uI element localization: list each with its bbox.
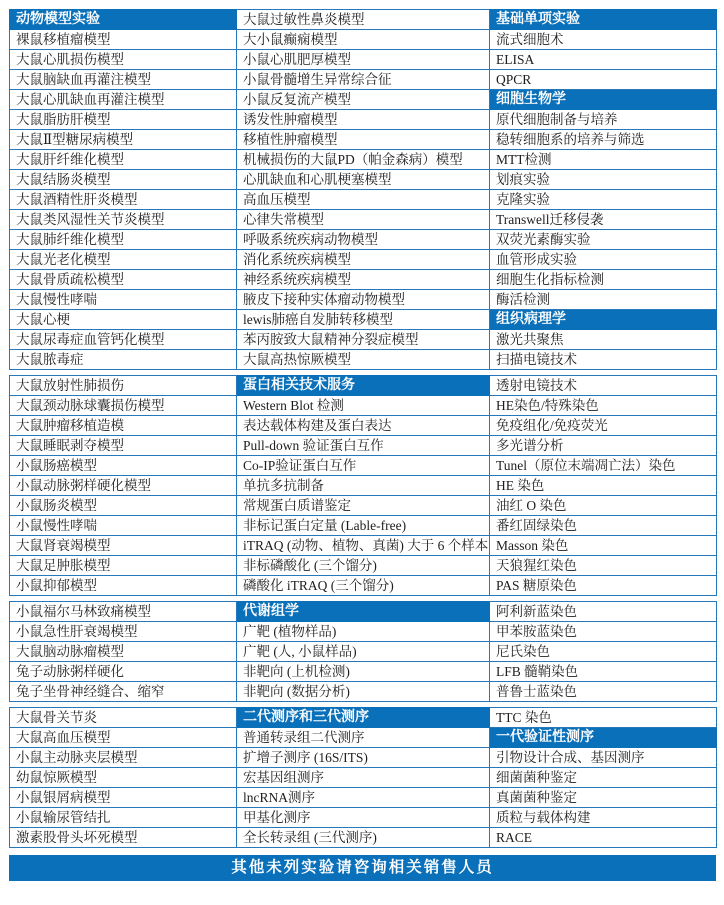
table-row xyxy=(10,310,717,330)
section-header-cell: 细胞生物学 xyxy=(490,90,717,110)
table-row xyxy=(10,150,717,170)
service-item-cell: 高血压模型 xyxy=(237,190,490,210)
service-item-cell: 幼鼠惊厥模型 xyxy=(10,768,237,788)
service-item-cell: MTT检测 xyxy=(490,150,717,170)
service-item-cell: 大鼠过敏性鼻炎模型 xyxy=(237,10,490,30)
table-row xyxy=(10,210,717,230)
table-row xyxy=(10,708,717,728)
table-row xyxy=(10,622,717,642)
service-item-cell: 激光共聚焦 xyxy=(490,330,717,350)
service-item-cell: 单抗多抗制备 xyxy=(237,476,490,496)
service-item-cell: Tunel（原位末端凋亡法）染色 xyxy=(490,456,717,476)
section-header-cell: 组织病理学 xyxy=(490,310,717,330)
service-item-cell: 消化系统疾病模型 xyxy=(237,250,490,270)
service-item-cell: 全长转录组 (三代测序) xyxy=(237,828,490,848)
service-item-cell: 大鼠脂肪肝模型 xyxy=(10,110,237,130)
table-row xyxy=(10,556,717,576)
service-item-cell: 兔子动脉粥样硬化 xyxy=(10,662,237,682)
service-item-cell: 原代细胞制备与培养 xyxy=(490,110,717,130)
service-item-cell: 尼氏染色 xyxy=(490,642,717,662)
service-item-cell: 划痕实验 xyxy=(490,170,717,190)
service-item-cell: 引物设计合成、基因测序 xyxy=(490,748,717,768)
service-item-cell: 细胞生化指标检测 xyxy=(490,270,717,290)
service-item-cell: 大鼠光老化模型 xyxy=(10,250,237,270)
table-row xyxy=(10,70,717,90)
service-item-cell: Co-IP验证蛋白互作 xyxy=(237,456,490,476)
table-row xyxy=(10,496,717,516)
service-item-cell: iTRAQ (动物、植物、真菌) 大于 6 个样本 xyxy=(237,536,490,556)
service-item-cell: 心肌缺血和心肌梗塞模型 xyxy=(237,170,490,190)
section-header-cell: 一代验证性测序 xyxy=(490,728,717,748)
table-row xyxy=(10,728,717,748)
service-item-cell: Pull-down 验证蛋白互作 xyxy=(237,436,490,456)
service-item-cell: 小鼠福尔马林致痛模型 xyxy=(10,602,237,622)
table-row xyxy=(10,642,717,662)
table-row xyxy=(10,230,717,250)
table-row xyxy=(10,436,717,456)
service-item-cell: 大鼠脑动脉瘤模型 xyxy=(10,642,237,662)
service-item-cell: 普通转录组二代测序 xyxy=(237,728,490,748)
service-item-cell: 小鼠心肌肥厚模型 xyxy=(237,50,490,70)
service-item-cell: 广靶 (人, 小鼠样品) xyxy=(237,642,490,662)
service-item-cell: HE染色/特殊染色 xyxy=(490,396,717,416)
service-item-cell: 小鼠主动脉夹层模型 xyxy=(10,748,237,768)
service-item-cell: 番红固绿染色 xyxy=(490,516,717,536)
service-item-cell: 大鼠肿瘤移植造模 xyxy=(10,416,237,436)
service-item-cell: 常规蛋白质谱鉴定 xyxy=(237,496,490,516)
service-item-cell: 小鼠输尿管结扎 xyxy=(10,808,237,828)
table-row xyxy=(10,50,717,70)
service-item-cell: ELISA xyxy=(490,50,717,70)
services-table-block-3 xyxy=(9,601,717,702)
service-item-cell: QPCR xyxy=(490,70,717,90)
service-item-cell: 克隆实验 xyxy=(490,190,717,210)
service-item-cell: 广靶 (植物样品) xyxy=(237,622,490,642)
table-row xyxy=(10,250,717,270)
service-item-cell: 双荧光素酶实验 xyxy=(490,230,717,250)
service-item-cell: PAS 糖原染色 xyxy=(490,576,717,596)
service-item-cell: 真菌菌种鉴定 xyxy=(490,788,717,808)
services-table-block-4 xyxy=(9,707,717,848)
table-row xyxy=(10,416,717,436)
service-item-cell: 流式细胞术 xyxy=(490,30,717,50)
section-header-cell: 动物模型实验 xyxy=(10,10,237,30)
service-item-cell: TTC 染色 xyxy=(490,708,717,728)
service-item-cell: Transwell迁移侵袭 xyxy=(490,210,717,230)
service-item-cell: 小鼠动脉粥样硬化模型 xyxy=(10,476,237,496)
service-item-cell: 机械损伤的大鼠PD（帕金森病）模型 xyxy=(237,150,490,170)
service-item-cell: 稳转细胞系的培养与筛选 xyxy=(490,130,717,150)
service-item-cell: 诱发性肿瘤模型 xyxy=(237,110,490,130)
service-item-cell: 大鼠肾衰竭模型 xyxy=(10,536,237,556)
table-row xyxy=(10,330,717,350)
service-item-cell: 大鼠睡眠剥夺模型 xyxy=(10,436,237,456)
table-row xyxy=(10,808,717,828)
service-item-cell: 甲苯胺蓝染色 xyxy=(490,622,717,642)
table-row xyxy=(10,516,717,536)
service-item-cell: 表达载体构建及蛋白表达 xyxy=(237,416,490,436)
table-row xyxy=(10,90,717,110)
table-row xyxy=(10,602,717,622)
service-item-cell: 大鼠肺纤维化模型 xyxy=(10,230,237,250)
service-item-cell: 大鼠尿毒症血管钙化模型 xyxy=(10,330,237,350)
section-header-cell: 蛋白相关技术服务 xyxy=(237,376,490,396)
section-header-cell: 基础单项实验 xyxy=(490,10,717,30)
service-item-cell: 大鼠骨质疏松模型 xyxy=(10,270,237,290)
service-item-cell: 非靶向 (上机检测) xyxy=(237,662,490,682)
table-row xyxy=(10,662,717,682)
service-item-cell: 透射电镜技术 xyxy=(490,376,717,396)
service-tables xyxy=(8,9,716,848)
service-item-cell: lewis肺癌自发肺转移模型 xyxy=(237,310,490,330)
table-row xyxy=(10,130,717,150)
service-item-cell: 大鼠高热惊厥模型 xyxy=(237,350,490,370)
table-row xyxy=(10,376,717,396)
service-item-cell: 扩增子测序 (16S/ITS) xyxy=(237,748,490,768)
service-item-cell: 大鼠高血压模型 xyxy=(10,728,237,748)
service-item-cell: 扫描电镜技术 xyxy=(490,350,717,370)
service-item-cell: 磷酸化 iTRAQ (三个馏分) xyxy=(237,576,490,596)
service-item-cell: 大鼠足肿胀模型 xyxy=(10,556,237,576)
service-item-cell: 大鼠心梗 xyxy=(10,310,237,330)
service-item-cell: 酶活检测 xyxy=(490,290,717,310)
service-item-cell: 大鼠肝纤维化模型 xyxy=(10,150,237,170)
service-item-cell: 小鼠反复流产模型 xyxy=(237,90,490,110)
service-item-cell: 大鼠Ⅱ型糖尿病模型 xyxy=(10,130,237,150)
service-item-cell: 小鼠抑郁模型 xyxy=(10,576,237,596)
table-row xyxy=(10,576,717,596)
service-item-cell: 腋皮下接种实体瘤动物模型 xyxy=(237,290,490,310)
service-item-cell: 非标磷酸化 (三个馏分) xyxy=(237,556,490,576)
table-row xyxy=(10,748,717,768)
service-item-cell: LFB 髓鞘染色 xyxy=(490,662,717,682)
service-item-cell: 血管形成实验 xyxy=(490,250,717,270)
table-row xyxy=(10,290,717,310)
table-row xyxy=(10,788,717,808)
table-row xyxy=(10,170,717,190)
table-row xyxy=(10,682,717,702)
service-item-cell: Western Blot 检测 xyxy=(237,396,490,416)
service-item-cell: 非标记蛋白定量 (Lable-free) xyxy=(237,516,490,536)
table-row xyxy=(10,768,717,788)
table-row xyxy=(10,536,717,556)
service-item-cell: 心律失常模型 xyxy=(237,210,490,230)
service-item-cell: 普鲁士蓝染色 xyxy=(490,682,717,702)
section-header-cell: 代谢组学 xyxy=(237,602,490,622)
table-row xyxy=(10,110,717,130)
service-item-cell: 甲基化测序 xyxy=(237,808,490,828)
service-item-cell: 神经系统疾病模型 xyxy=(237,270,490,290)
service-item-cell: 质粒与载体构建 xyxy=(490,808,717,828)
table-row xyxy=(10,10,717,30)
service-item-cell: 大鼠颈动脉球囊损伤模型 xyxy=(10,396,237,416)
service-item-cell: 大小鼠癫痫模型 xyxy=(237,30,490,50)
service-item-cell: 多光谱分析 xyxy=(490,436,717,456)
service-item-cell: Masson 染色 xyxy=(490,536,717,556)
service-item-cell: HE 染色 xyxy=(490,476,717,496)
service-item-cell: 移植性肿瘤模型 xyxy=(237,130,490,150)
service-item-cell: 大鼠心肌损伤模型 xyxy=(10,50,237,70)
service-item-cell: 非靶向 (数据分析) xyxy=(237,682,490,702)
service-item-cell: 大鼠酒精性肝炎模型 xyxy=(10,190,237,210)
services-table-block-1 xyxy=(9,9,717,370)
service-item-cell: 兔子坐骨神经缝合、缩窄 xyxy=(10,682,237,702)
service-item-cell: 免疫组化/免疫荧光 xyxy=(490,416,717,436)
service-item-cell: 小鼠急性肝衰竭模型 xyxy=(10,622,237,642)
service-item-cell: 阿利新蓝染色 xyxy=(490,602,717,622)
table-row xyxy=(10,828,717,848)
service-item-cell: 大鼠脑缺血再灌注模型 xyxy=(10,70,237,90)
service-item-cell: 大鼠脓毒症 xyxy=(10,350,237,370)
service-item-cell: 大鼠放射性肺损伤 xyxy=(10,376,237,396)
section-header-cell: 二代测序和三代测序 xyxy=(237,708,490,728)
table-row xyxy=(10,30,717,50)
service-item-cell: 小鼠慢性哮喘 xyxy=(10,516,237,536)
services-table-block-2 xyxy=(9,375,717,596)
service-item-cell: 小鼠骨髓增生异常综合征 xyxy=(237,70,490,90)
service-item-cell: 小鼠肠癌模型 xyxy=(10,456,237,476)
service-item-cell: 细菌菌种鉴定 xyxy=(490,768,717,788)
service-item-cell: 天狼猩红染色 xyxy=(490,556,717,576)
table-row xyxy=(10,350,717,370)
service-item-cell: 宏基因组测序 xyxy=(237,768,490,788)
service-item-cell: 大鼠结肠炎模型 xyxy=(10,170,237,190)
service-item-cell: 大鼠心肌缺血再灌注模型 xyxy=(10,90,237,110)
service-item-cell: 油红 O 染色 xyxy=(490,496,717,516)
service-item-cell: 小鼠银屑病模型 xyxy=(10,788,237,808)
table-row xyxy=(10,270,717,290)
service-item-cell: 激素股骨头坏死模型 xyxy=(10,828,237,848)
service-item-cell: 大鼠类风湿性关节炎模型 xyxy=(10,210,237,230)
service-item-cell: 大鼠骨关节炎 xyxy=(10,708,237,728)
service-item-cell: 裸鼠移植瘤模型 xyxy=(10,30,237,50)
table-row xyxy=(10,190,717,210)
service-item-cell: 苯丙胺致大鼠精神分裂症模型 xyxy=(237,330,490,350)
service-item-cell: 小鼠肠炎模型 xyxy=(10,496,237,516)
service-item-cell: RACE xyxy=(490,828,717,848)
table-row xyxy=(10,396,717,416)
table-row xyxy=(10,456,717,476)
table-row xyxy=(10,476,717,496)
service-item-cell: lncRNA测序 xyxy=(237,788,490,808)
footer-note: 其他未列实验请咨询相关销售人员 xyxy=(9,855,716,881)
service-item-cell: 呼吸系统疾病动物模型 xyxy=(237,230,490,250)
service-item-cell: 大鼠慢性哮喘 xyxy=(10,290,237,310)
